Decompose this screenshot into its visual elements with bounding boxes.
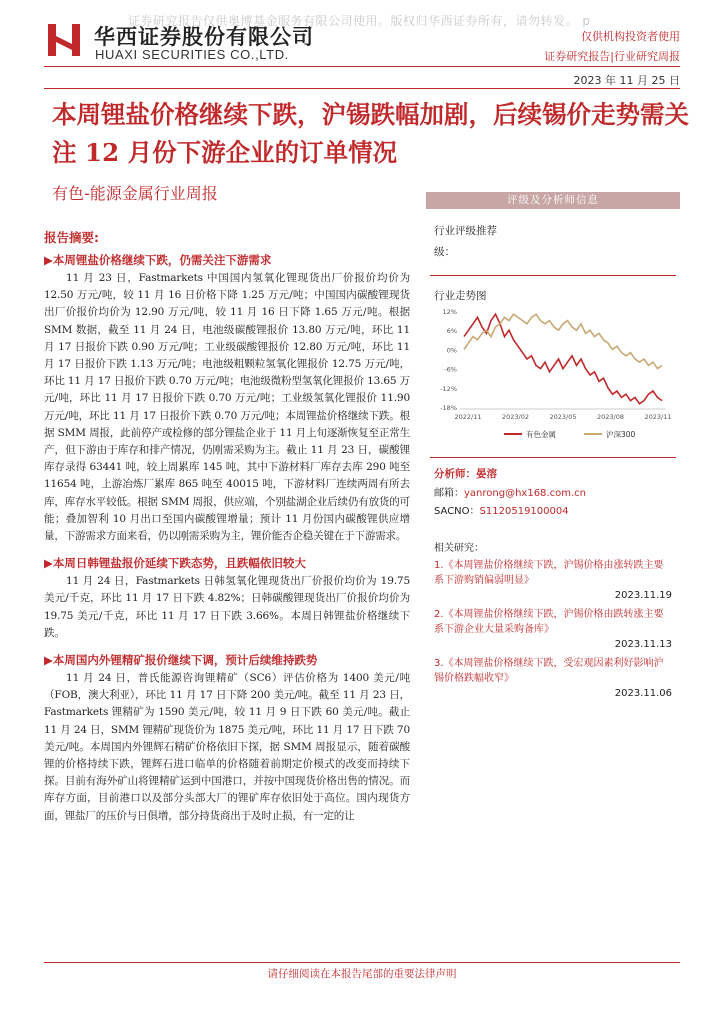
y-tick-label: 0% [446,346,457,355]
section-text-lithium-salt: 11 月 23 日，Fastmarkets 中国国内氢氧化锂现货出厂价报价均价为 12.50 万元/吨，较 11 月 16 日价格下降 1.25 万元/吨；中国国内碳酸锂现货出厂价报价均价为 12.90 万元/吨，较 11 月 16 日下降 1.65 万元/吨。根据 SMM 数据，截至 11 月 24 日，电池级碳酸锂报价 13.80 万元/吨，环比 11 月 17 日报价下跌 0.90 万元/吨；工业级碳酸锂报价 12.80 万元/吨，环比 11 月 17 日报价下跌 1.13 万元/吨；电池级粗颗粒氢氧化锂报价 12.75 万元/吨，环比 11 月 17 日报价下跌 0.70 万元/吨；电池级微粉型氢氧化锂报价 13.65 万元/吨，环比 11 月 17 日报价下跌 0.70 万元/吨；工业级氢氧化锂报价 11.90 万元/吨，环比 11 月 17 日报价下跌 0.70 万元/吨；本周锂盐价格继续下跌。根据 SMM 周报，此前停产或检修的部分锂盐企业于 11 月上旬逐渐恢复至正常生产，但下游由于库存和排产情况，仍刚需采购为主。截止 11 月 23 日，碳酸锂库存录得 63441 吨，较上周累库 145 吨，其中下游材料厂库存去库 290 吨至 11654 吨，上游冶炼厂累库 865 吨至 40015 吨，下游材料厂连续两周有所去库，库存水平较低。根据 SMM 周报，供应端，个别盐湖企业后续仍有放货的可能；叠加智利 10 月出口至国内碳酸锂增量；预计 11 月份国内碳酸锂供应增量，下游需求方面来看，仍以刚需采购为主，锂价能否企稳关键在于下游需求。 [44,272,410,543]
related-box [426,517,680,699]
section-heading-japan-korea: ▶本周日韩锂盐报价延续下跌态势，且跌幅依旧较大 [44,556,306,571]
series-line-0 [464,314,662,404]
report-date: 2023 年 11 月 25 日 [573,74,680,87]
trend-chart-svg [434,303,674,449]
series-line-1 [464,314,662,368]
huaxi-logo-icon [44,20,84,60]
report-subtitle: 有色-能源金属行业周报 [52,184,218,203]
footer-divider [44,962,680,963]
rating-box [426,209,680,261]
y-tick-label: 6% [446,327,457,336]
y-tick-label: 12% [442,308,457,316]
legend-label: 有色金属 [526,430,556,439]
email-label: 邮箱： [434,488,464,499]
trend-box [426,276,680,453]
related-label: 相关研究： [434,543,484,554]
x-tick-label: 2023/08 [596,413,625,421]
report-category: 证券研究报告|行业研究周报 [544,50,680,63]
related-title[interactable]: 1.《本周锂盐价格继续下跌，沪锡价格由涨转跌主要系下游购销偏弱明显》 [434,560,664,586]
email-link[interactable]: yanrong@hx168.com.cn [464,488,586,499]
sacno-value: S1120519100004 [479,506,569,517]
legend-label: 沪深300 [606,430,636,439]
sacno-label: SACNO： [434,506,480,517]
rating-suffix: 级： [434,246,455,258]
usage-note: 仅供机构投资者使用 [581,30,680,43]
related-date: 2023.11.06 [614,688,672,699]
related-item[interactable] [434,656,672,699]
related-title[interactable]: 2.《本周锂盐价格继续下跌，沪锡价格由跌转涨主要系下游企业大量采购备库》 [434,609,664,635]
analyst-box [426,458,680,517]
sidebar-header: 评级及分析师信息 [426,192,680,209]
related-date: 2023.11.19 [614,590,672,601]
x-tick-label: 2023/02 [501,413,530,421]
analyst-sidebar [426,192,680,699]
brand-name-en: HUAXI SECURITIES CO.,LTD. [95,47,289,62]
brand-name-cn: 华西证券股份有限公司 [94,25,314,49]
section-text-japan-korea: 11 月 24 日，Fastmarkets 日韩氢氧化锂现货出厂价报价均价为 19.75 美元/千克，环比 11 月 17 日下跌 4.82%；日韩碳酸锂现货出厂价报价均价为 19.75 美元/千克，环比 11 月 17 日下跌 3.66%。本周日韩锂盐价格继续下跌。 [44,575,410,639]
watermark-text: 证券研究报告仅供奥博基金服务有限公司使用。版权归华西证券所有，请勿转发。 p [128,14,591,28]
report-title: 本周锂盐价格继续下跌，沪锡跌幅加剧，后续锡价走势需关注 12 月份下游企业的订单情况 [52,100,689,167]
summary-column [44,228,410,825]
header-divider [44,66,680,67]
email-row [434,484,672,499]
legal-notice: 请仔细阅读在本报告尾部的重要法律声明 [267,968,457,980]
section-heading-concentrate: ▶本周国内外锂精矿报价继续下调，预计后续维持跌势 [44,653,318,668]
y-tick-label: -12% [440,384,457,393]
y-tick-label: -6% [444,365,457,374]
related-title[interactable]: 3.《本周锂盐价格继续下跌，受宏观因素利好影响沪锡价格跌幅收窄》 [434,658,664,684]
trend-label: 行业走势图 [434,290,487,302]
x-tick-label: 2023/05 [549,413,577,421]
x-tick-label: 2022/11 [454,413,482,421]
analyst-name: 晏溶 [476,468,497,480]
analyst-label: 分析师： [434,468,476,480]
section-text-concentrate: 11 月 24 日，普氏能源咨询锂精矿（SC6）评估价格为 1400 美元/吨（FOB，澳大利亚），环比 11 月 17 日下降 200 美元/吨。截至 11 月 23 日，Fastmarkets 锂精矿为 1590 美元/吨，较 11 月 9 日下跌 60 美元/吨。截止 11 月 24 日，SMM 锂精矿现货价为 1875 美元/吨，环比 11 月 17 日下跌 70 美元/吨。本周国内外锂辉石精矿价格依旧下探，据 SMM 周报显示，随着碳酸锂的价格持续下跌，锂辉石进口临单的价格随着前期定价模式的改变而持续下探。目前有海外矿山将锂精矿运到中国港口，并按中国现货价格出售的情况。而库存方面，目前港口以及部分头部大厂的锂矿库存依旧处于高位。国内现货方面，锂盐厂的压价与日俱增，部分持货商出于及时止损，有一定的让 [44,672,410,822]
related-date: 2023.11.13 [614,639,672,650]
y-tick-label: -18% [440,404,457,412]
header-divider-2 [44,88,680,89]
industry-trend-chart [434,303,672,453]
analyst-row [434,466,672,481]
related-item[interactable] [434,558,672,601]
rating-row [434,223,672,238]
summary-label: 报告摘要: [44,230,99,245]
rating-label: 行业评级 [434,225,476,237]
section-heading-lithium-salt: ▶本周锂盐价格继续下跌，仍需关注下游需求 [44,253,272,267]
related-item[interactable] [434,607,672,650]
x-tick-label: 2023/11 [644,413,672,421]
sacno-row [434,502,672,517]
rating-value: 推荐 [476,225,497,237]
